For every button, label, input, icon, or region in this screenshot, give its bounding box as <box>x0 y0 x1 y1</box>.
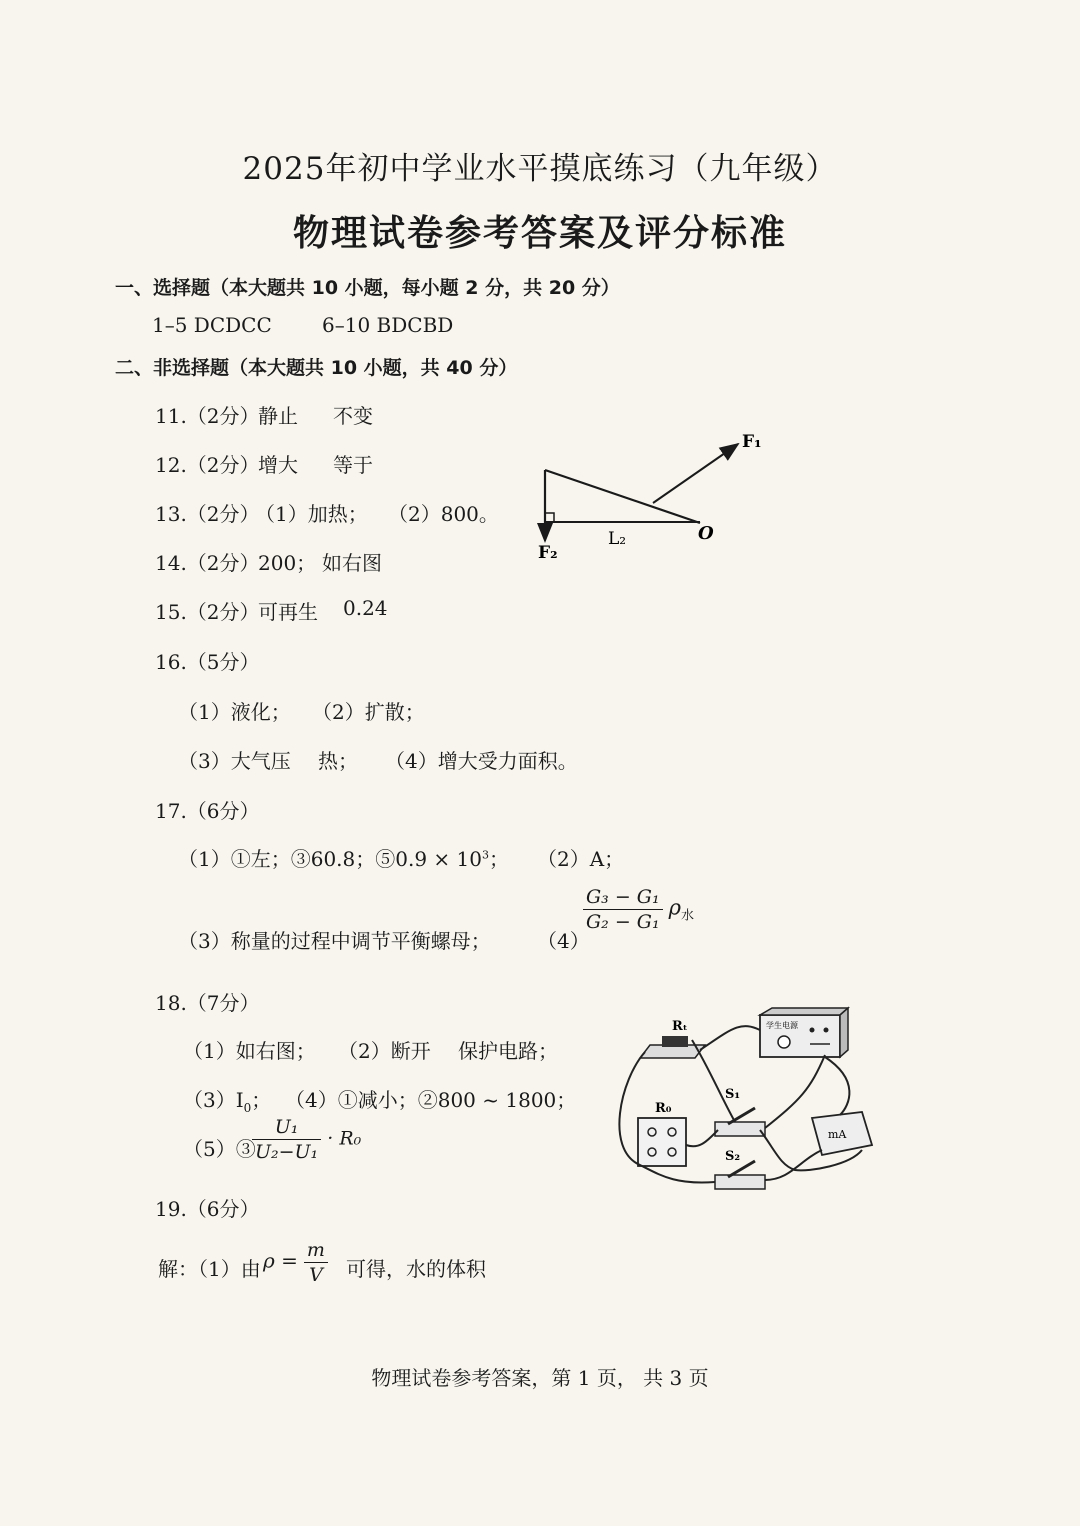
q12-answer-2: 等于 <box>333 453 373 477</box>
lever-diagonal-segment <box>545 470 700 523</box>
wire <box>700 1026 760 1050</box>
q17-fraction-denominator: G₂ − G₁ <box>586 911 660 933</box>
q19-number: 19.（6分） <box>155 1197 260 1221</box>
q15-answer-2: 0.24 <box>343 596 388 620</box>
q17-fraction <box>583 885 663 934</box>
q17-answer-1 <box>178 843 509 872</box>
q17-answer-1-end: ； <box>488 847 509 871</box>
q17-exponent: 3 <box>481 848 489 862</box>
q13-answer-1: （1）加热； <box>255 502 368 526</box>
circuit-diagram <box>600 1000 900 1200</box>
q17-rho-subscript: 水 <box>681 908 695 924</box>
q19-fraction-numerator: m <box>304 1238 328 1263</box>
q16-answer-3b: 热； <box>318 749 358 773</box>
q19-density-formula <box>263 1238 328 1287</box>
q18-fraction-denominator: U₂−U₁ <box>255 1141 319 1163</box>
q18-fraction-tail: · R₀ <box>327 1127 362 1150</box>
lever-force-diagram <box>520 425 780 575</box>
q15-number: 15.（2分） <box>155 600 260 624</box>
q17-fraction-numerator: G₃ − G₁ <box>583 885 663 910</box>
q16-answer-4: （4）增大受力面积。 <box>385 749 578 773</box>
wire <box>825 1057 849 1115</box>
q18-answer-4: （4）①减小；②800 ~ 1800； <box>285 1088 577 1112</box>
q19-solution-text: 可得，水的体积 <box>346 1257 486 1281</box>
label-rt: Rₜ <box>672 1019 688 1034</box>
q13-number: 13.（2分） <box>155 502 260 526</box>
q14-answer-2: 如右图 <box>322 551 382 575</box>
q18-fraction-numerator: U₁ <box>252 1115 321 1140</box>
wire <box>686 1130 718 1146</box>
force-f1-arrow <box>653 444 738 503</box>
q18-fraction <box>252 1115 321 1164</box>
section-heading-choice: 一、选择题（本大题共 10 小题，每小题 2 分，共 20 分） <box>115 277 620 299</box>
q19-rho-equals: ρ = <box>263 1248 298 1273</box>
label-power-supply: 学生电源 <box>766 1021 798 1030</box>
q15-answer-1: 可再生 <box>258 600 318 624</box>
q16-answer-1: （1）液化； <box>178 700 291 724</box>
q18-answer-3 <box>183 1084 271 1115</box>
q12-answer-1: 增大 <box>258 453 298 477</box>
q17-rho-symbol: ρ <box>668 895 681 920</box>
rt-component <box>662 1036 688 1047</box>
r0-resistance-box <box>638 1118 686 1166</box>
q17-density-formula <box>583 885 694 934</box>
q17-answer-2: （2）A； <box>537 847 625 871</box>
q19-fraction-denominator: V <box>309 1264 323 1286</box>
q11-number: 11.（2分） <box>155 404 260 428</box>
q11-answer-1: 静止 <box>258 404 298 428</box>
q11-answer-2: 不变 <box>333 404 373 428</box>
label-s2: S₂ <box>725 1149 741 1164</box>
right-angle-mark <box>545 513 554 522</box>
label-s1: S₁ <box>725 1087 741 1102</box>
q18-answer-2b: 保护电路； <box>458 1039 558 1063</box>
label-milliammeter: mA <box>828 1128 847 1141</box>
q18-answer-2a: （2）断开 <box>338 1039 431 1063</box>
label-r0: R₀ <box>655 1101 672 1116</box>
section-heading-non-choice: 二、非选择题（本大题共 10 小题，共 40 分） <box>115 357 518 379</box>
q18-number: 18.（7分） <box>155 991 260 1015</box>
label-f1: F₁ <box>742 432 762 452</box>
page-title: 2025年初中学业水平摸底练习（九年级） <box>242 151 838 187</box>
q13-answer-2: （2）800。 <box>388 502 499 526</box>
q19-solution-intro: 解：（1）由 <box>158 1257 261 1281</box>
q18-answer-3-end: ； <box>251 1088 272 1112</box>
q12-number: 12.（2分） <box>155 453 260 477</box>
q18-resistance-formula <box>252 1115 361 1164</box>
wire <box>692 1040 735 1122</box>
q18-answer-5-label: （5）③ <box>183 1137 256 1161</box>
label-pivot-o: O <box>698 523 714 544</box>
q16-answer-3a: （3）大气压 <box>178 749 291 773</box>
wire <box>765 1150 822 1180</box>
q16-answer-2: （2）扩散； <box>312 700 425 724</box>
switch-s1 <box>715 1122 765 1136</box>
mc-answers-1-5: 1–5 DCDCC <box>152 313 272 337</box>
power-knob <box>778 1036 790 1048</box>
q17-number: 17.（6分） <box>155 799 260 823</box>
mc-answers-6-10: 6–10 BDCBD <box>322 313 454 337</box>
q17-answer-3: （3）称量的过程中调节平衡螺母； <box>178 929 491 953</box>
q18-answer-3-text: （3）I <box>183 1088 244 1112</box>
q16-number: 16.（5分） <box>155 650 260 674</box>
q18-answer-3-sub: 0 <box>243 1101 252 1115</box>
q17-answer-4-label: （4） <box>537 929 590 953</box>
page-footer: 物理试卷参考答案，第 1 页， 共 3 页 <box>371 1366 709 1390</box>
q14-answer-1: 200； <box>258 551 317 575</box>
label-f2: F₂ <box>538 543 558 563</box>
switch-s2 <box>715 1175 765 1189</box>
q17-answer-1-text: （1）①左；③60.8；⑤0.9 × 10 <box>178 847 482 871</box>
page-subtitle: 物理试卷参考答案及评分标准 <box>292 212 787 254</box>
q18-answer-1: （1）如右图； <box>183 1039 316 1063</box>
q19-fraction <box>304 1238 328 1287</box>
q14-number: 14.（2分） <box>155 551 260 575</box>
label-l2: L₂ <box>608 529 627 549</box>
